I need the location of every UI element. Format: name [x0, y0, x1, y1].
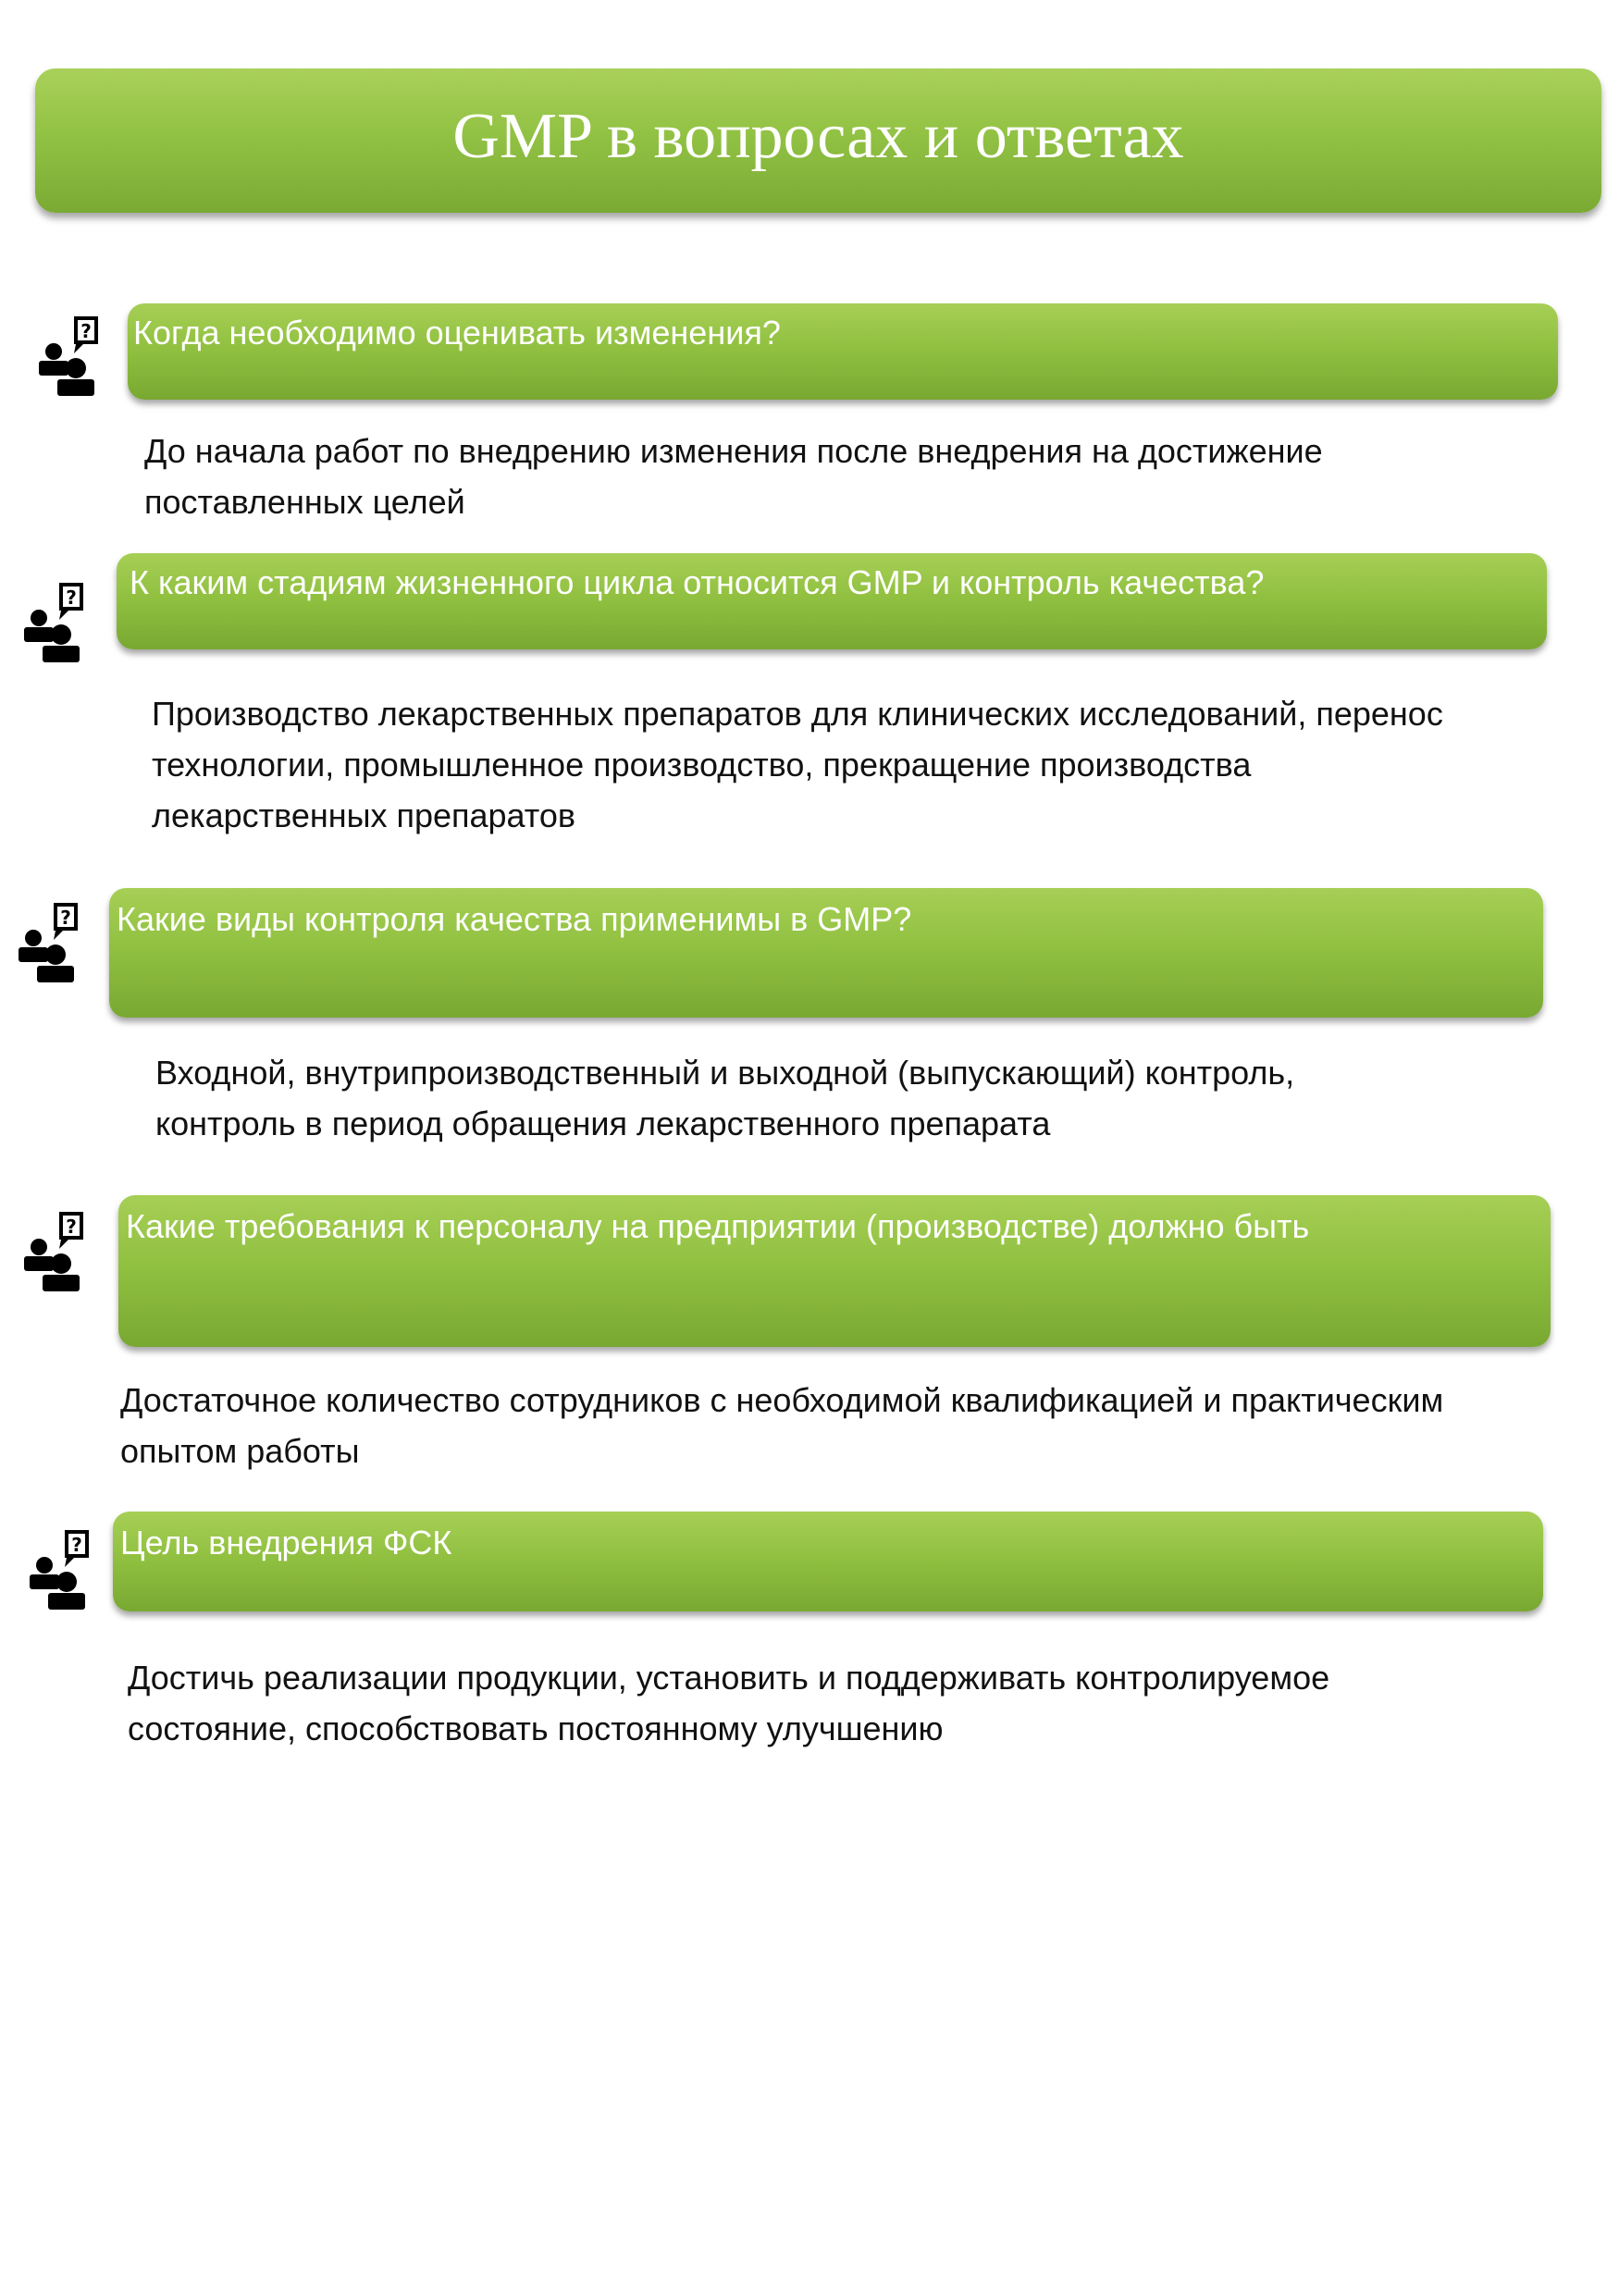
svg-text:?: ?: [71, 1534, 82, 1556]
svg-text:?: ?: [66, 1216, 77, 1238]
people-question-icon: [24, 1528, 91, 1611]
people-question-icon: [19, 1210, 85, 1293]
answer-text: До начала работ по внедрению изменения после внедрения на достижение поставленных целей: [144, 432, 1323, 521]
page-title: GMP в вопросах и ответах: [452, 101, 1184, 172]
question-bar: [109, 888, 1543, 1018]
people-question-icon: [33, 315, 100, 398]
question-text: Какие требования к персоналу на предприятии (производстве) должно быть: [126, 1207, 1310, 1245]
svg-text:?: ?: [66, 586, 77, 609]
answer-text: Достаточное количество сотрудников с необходимой квалификацией и практическим опытом работы: [120, 1381, 1444, 1470]
people-question-icon: [19, 581, 85, 664]
question-bar: [117, 553, 1547, 649]
question-text: Когда необходимо оценивать изменения?: [133, 314, 781, 352]
answer-text: Достичь реализации продукции, установить и поддерживать контролируемое состояние, способствовать постоянному улучшению: [128, 1659, 1330, 1747]
people-question-icon: [13, 901, 80, 984]
svg-text:?: ?: [80, 320, 92, 342]
svg-text:?: ?: [60, 907, 71, 929]
question-bar: [128, 303, 1558, 400]
title-banner: [35, 68, 1601, 213]
question-bar: [113, 1512, 1543, 1611]
answer-text: Входной, внутрипроизводственный и выходной (выпускающий) контроль, контроль в период обращения лекарственного препарата: [155, 1054, 1295, 1142]
question-text: Какие виды контроля качества применимы в GMP?: [117, 900, 912, 938]
question-text: К каким стадиям жизненного цикла относится GMP и контроль качества?: [130, 563, 1265, 601]
answer-text: Производство лекарственных препаратов для клинических исследований, перенос технологии, промышленное производство, прекращение производства лекарственных препаратов: [152, 695, 1443, 834]
question-text: Цель внедрения ФСК: [120, 1524, 452, 1562]
question-bar: [118, 1195, 1551, 1347]
